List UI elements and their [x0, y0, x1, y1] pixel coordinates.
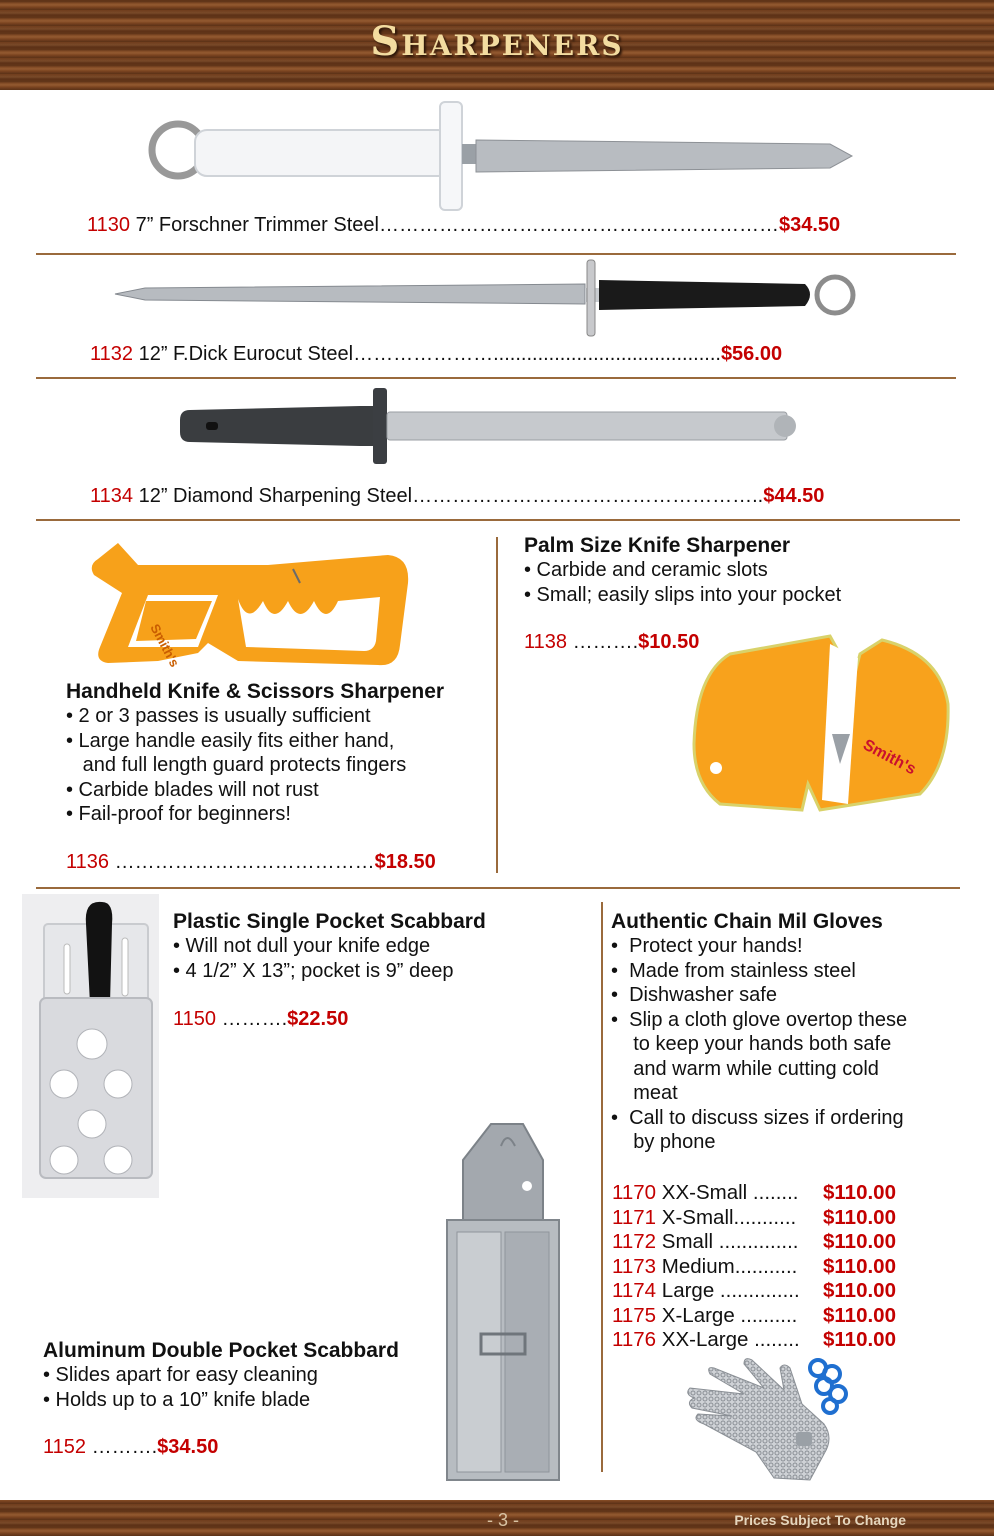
leader-dots: ………………………………… [114, 851, 375, 873]
bullet-list-1138 [524, 558, 841, 607]
bullet-item: and warm while cutting cold [611, 1057, 879, 1080]
eurocut-steel-image [115, 258, 860, 338]
bullet-item: • Call to discuss sizes if ordering [611, 1106, 904, 1129]
bullet-list-1136 [66, 704, 406, 827]
column-divider [496, 537, 498, 873]
product-code: 1134 [90, 485, 134, 507]
product-price: $110.00 [823, 1279, 896, 1302]
product-price: $110.00 [823, 1254, 896, 1278]
product-price: $110.00 [823, 1328, 896, 1351]
product-line-1152 [43, 1436, 218, 1459]
bullet-list-1152 [43, 1363, 318, 1412]
product-line-1134 [90, 485, 824, 508]
divider [36, 253, 956, 255]
plastic-scabbard-image [22, 894, 159, 1198]
product-price: $110.00 [823, 1303, 896, 1327]
product-code: 1171 [612, 1205, 657, 1229]
product-code: 1175 [612, 1303, 657, 1327]
product-title-1152: Aluminum Double Pocket Scabbard [43, 1339, 399, 1362]
bullet-item: • Fail-proof for beginners! [66, 803, 291, 825]
bullet-item: • Dishwasher safe [611, 984, 777, 1006]
size-row [612, 1181, 896, 1206]
product-price: $34.50 [778, 214, 841, 236]
product-code: 1138 [524, 631, 568, 653]
footer-banner [0, 1500, 994, 1536]
palm-sharpener-image [690, 634, 952, 814]
leader-dots: …………………………………………….. [412, 485, 764, 507]
size-label: XX-Large ........ [661, 1328, 800, 1351]
product-code: 1176 [612, 1328, 657, 1351]
leader-dots: …………………......................................... [353, 343, 721, 365]
product-price: $10.50 [638, 631, 700, 653]
bullet-item: • Small; easily slips into your pocket [524, 583, 842, 606]
size-label: X-Large .......... [661, 1303, 798, 1327]
size-row [612, 1254, 896, 1280]
bullet-item: • Slip a cloth glove overtop these [611, 1008, 908, 1031]
product-price: $18.50 [374, 851, 436, 873]
product-title-gloves: Authentic Chain Mil Gloves [611, 910, 883, 933]
product-name: 12” Diamond Sharpening Steel [138, 485, 413, 507]
product-price: $110.00 [823, 1181, 896, 1204]
product-title-1150: Plastic Single Pocket Scabbard [173, 910, 486, 933]
bullet-item: • Slides apart for easy cleaning [43, 1364, 318, 1386]
product-code: 1172 [612, 1230, 657, 1253]
size-row [612, 1230, 896, 1255]
product-name: 7” Forschner Trimmer Steel [135, 214, 379, 236]
product-code: 1132 [90, 343, 134, 365]
leader-dots: ………. [572, 631, 639, 653]
product-line-1132 [90, 343, 782, 366]
bullet-item: by phone [611, 1131, 716, 1153]
bullet-item: • Carbide and ceramic slots [524, 559, 768, 581]
size-label: X-Small........... [661, 1205, 797, 1229]
brand-logo-text: Smith's [860, 736, 919, 779]
product-line-1150 [173, 1008, 348, 1031]
bullet-item: • Protect your hands! [611, 935, 803, 957]
product-line-1136 [66, 851, 436, 874]
trimmer-steel-image [140, 100, 860, 212]
bullet-item: • Large handle easily fits either hand, [66, 729, 395, 752]
bullet-item: • Carbide blades will not rust [66, 778, 319, 801]
product-title-1136: Handheld Knife & Scissors Sharpener [66, 680, 445, 703]
size-row [612, 1328, 896, 1353]
bullet-item: to keep your hands both safe [611, 1033, 892, 1055]
product-price: $110.00 [823, 1230, 896, 1253]
divider [36, 519, 960, 521]
bullet-list-gloves [611, 934, 907, 1155]
handheld-sharpener-image [88, 535, 413, 675]
bullet-item: • Will not dull your knife edge [173, 935, 431, 957]
product-price: $56.00 [720, 343, 783, 365]
header-banner [0, 0, 994, 90]
footer-note: Prices Subject To Change [734, 1512, 906, 1528]
product-code: 1136 [66, 851, 110, 873]
leader-dots: …………………………………………………… [378, 214, 779, 236]
product-line-1138 [524, 631, 699, 654]
bullet-item: and full length guard protects fingers [66, 754, 407, 776]
page-title: Sharpeners [370, 18, 624, 65]
size-label: Medium........... [661, 1254, 798, 1278]
leader-dots: ………. [221, 1008, 288, 1030]
bullet-list-1150 [173, 934, 454, 983]
page-number: - 3 - [487, 1510, 520, 1530]
product-name: 12” F.Dick Eurocut Steel [138, 343, 354, 365]
size-row [612, 1205, 896, 1231]
divider [36, 887, 960, 889]
product-price: $44.50 [763, 485, 825, 507]
product-line-1130 [87, 214, 840, 237]
size-row [612, 1303, 896, 1329]
size-row [612, 1279, 896, 1304]
glove-size-price-table [612, 1181, 896, 1353]
size-label: Large .............. [661, 1279, 800, 1302]
aluminum-scabbard-image [443, 1120, 563, 1482]
size-label: Small .............. [661, 1230, 799, 1253]
product-price: $34.50 [157, 1436, 219, 1458]
bullet-item: • Holds up to a 10” knife blade [43, 1388, 311, 1411]
bullet-item: meat [611, 1082, 678, 1104]
product-code: 1173 [612, 1254, 657, 1278]
product-code: 1152 [43, 1436, 87, 1458]
product-code: 1170 [612, 1181, 657, 1204]
diamond-steel-image [180, 388, 795, 464]
product-code: 1150 [173, 1008, 217, 1030]
bullet-item: • 4 1/2” X 13”; pocket is 9” deep [173, 959, 454, 982]
chain-mail-glove-image [684, 1354, 850, 1482]
brand-logo-text: Smith's [147, 621, 183, 670]
size-label: XX-Small ........ [661, 1181, 799, 1204]
product-code: 1174 [612, 1279, 657, 1302]
leader-dots: ………. [91, 1436, 158, 1458]
bullet-item: • 2 or 3 passes is usually sufficient [66, 705, 371, 727]
product-title-1138: Palm Size Knife Sharpener [524, 534, 791, 557]
product-price: $22.50 [287, 1008, 349, 1030]
product-price: $110.00 [823, 1205, 896, 1229]
bullet-item: • Made from stainless steel [611, 959, 856, 982]
product-code: 1130 [87, 214, 131, 236]
column-divider [601, 902, 603, 1472]
divider [36, 377, 956, 379]
